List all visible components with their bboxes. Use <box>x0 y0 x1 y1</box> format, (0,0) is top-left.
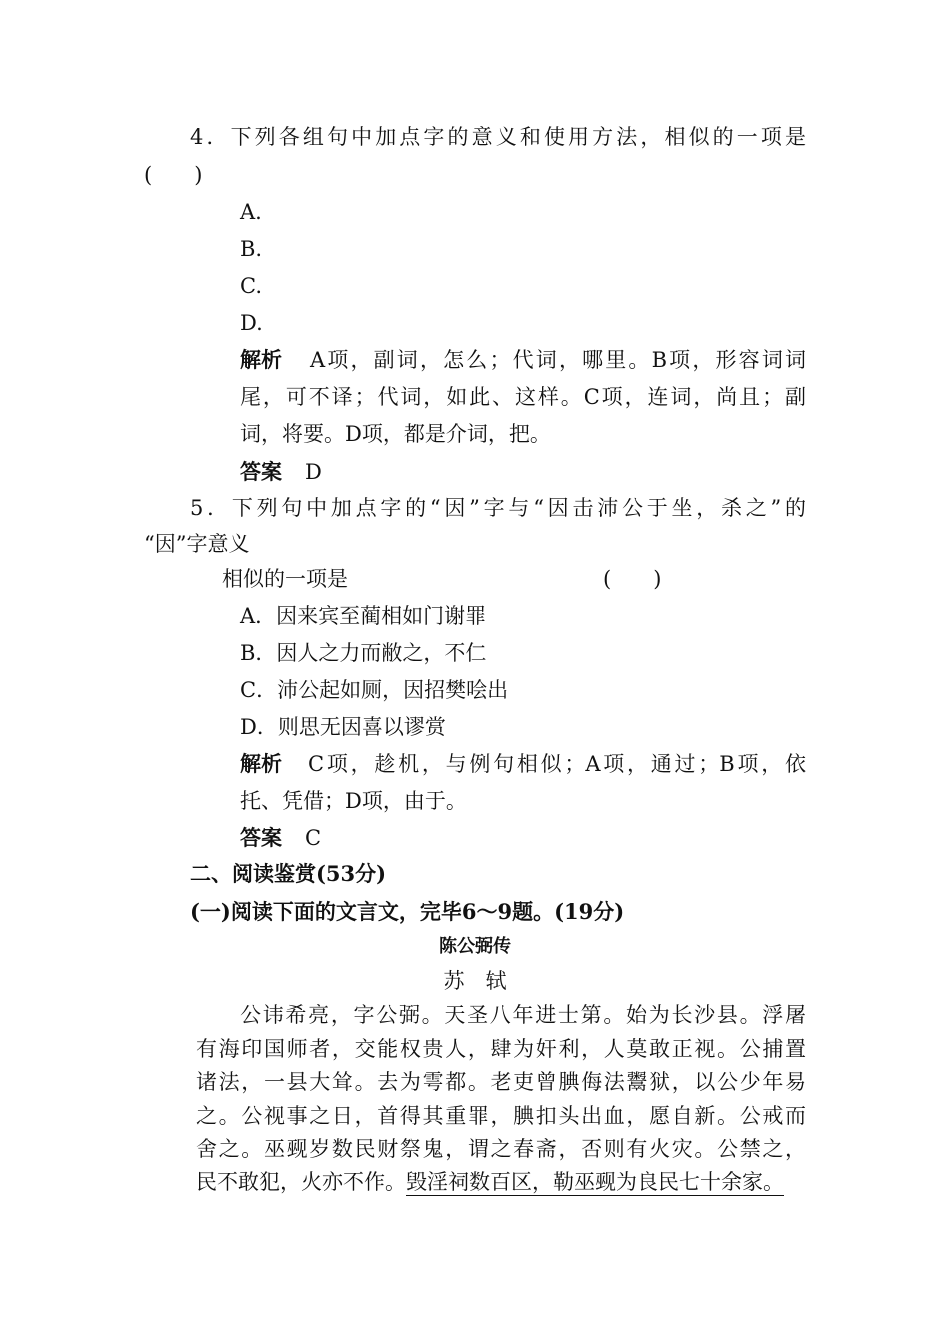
q5-analysis-label: 解析 <box>240 751 282 776</box>
q4-stem-paren: ( ) <box>144 163 203 187</box>
passage-line-1: 公讳希亮，字公弼。天圣八年进士第。始为长沙县。浮屠 <box>240 1003 806 1027</box>
q4-answer-value: D <box>305 460 322 484</box>
q4-analysis-line2: 尾，可不译；代词，如此、这样。C项，连词，尚且；副 <box>240 385 806 409</box>
q5-option-b: B．因人之力而敝之，不仁 <box>240 641 487 665</box>
q5-stem-line3: 相似的一项是 <box>222 567 348 591</box>
q4-answer-label: 答案 <box>240 459 282 484</box>
passage-underlined-sentence: 毁淫祠数百区，勒巫觋为良民七十余家。 <box>406 1170 784 1194</box>
passage-line-3: 诸法，一县大耸。去为雩都。老吏曾腆侮法鬻狱，以公少年易 <box>196 1070 806 1094</box>
q5-option-d: D．则思无因喜以谬赏 <box>240 715 446 739</box>
q5-option-c: C．沛公起如厕，因招樊哙出 <box>240 678 509 702</box>
passage-line-6-plain: 民不敢犯，火亦不作。 <box>196 1170 406 1194</box>
q5-analysis-line1: C项，趁机，与例句相似；A项，通过；B项，依 <box>308 752 806 776</box>
q4-option-a: A. <box>240 200 262 224</box>
q4-option-d: D. <box>240 311 263 335</box>
q5-answer-label: 答案 <box>240 825 282 850</box>
q4-option-c: C. <box>240 274 262 298</box>
q4-analysis-line3: 词，将要。D项，都是介词，把。 <box>240 422 551 446</box>
q4-analysis-line1: A项，副词，怎么；代词，哪里。B项，形容词词 <box>310 348 806 372</box>
q5-stem-line1: 5．下列句中加点字的“因”字与“因击沛公于坐，杀之”的 <box>190 496 806 520</box>
q4-option-b: B. <box>240 237 263 261</box>
section-sub-heading: (一)阅读下面的文言文，完毕6～9题。(19分) <box>190 899 625 924</box>
q5-stem-paren: ( ) <box>603 567 662 591</box>
q5-analysis-line2: 托、凭借；D项，由于。 <box>240 789 467 813</box>
passage-author: 苏 轼 <box>443 969 507 993</box>
q4-analysis-label: 解析 <box>240 347 282 372</box>
passage-line-2: 有海印国师者，交能权贵人，肆为奸利，人莫敢正视。公捕置 <box>196 1037 806 1061</box>
q5-stem-line2: “因”字意义 <box>144 532 250 556</box>
passage-line-4: 之。公视事之日，首得其重罪，腆扣头出血，愿自新。公戒而 <box>196 1104 806 1128</box>
q5-answer-value: C <box>305 826 322 850</box>
q5-option-a: A．因来宾至蔺相如门谢罪 <box>240 604 487 628</box>
passage-line-5: 舍之。巫觋岁数民财祭鬼，谓之春斋，否则有火灾。公禁之， <box>196 1137 806 1161</box>
section-heading: 二、阅读鉴赏(53分) <box>190 861 387 886</box>
passage-line-6 <box>196 1167 784 1197</box>
q4-stem-line1: 4．下列各组句中加点字的意义和使用方法，相似的一项是 <box>190 125 806 149</box>
passage-title: 陈公弼传 <box>439 936 511 957</box>
